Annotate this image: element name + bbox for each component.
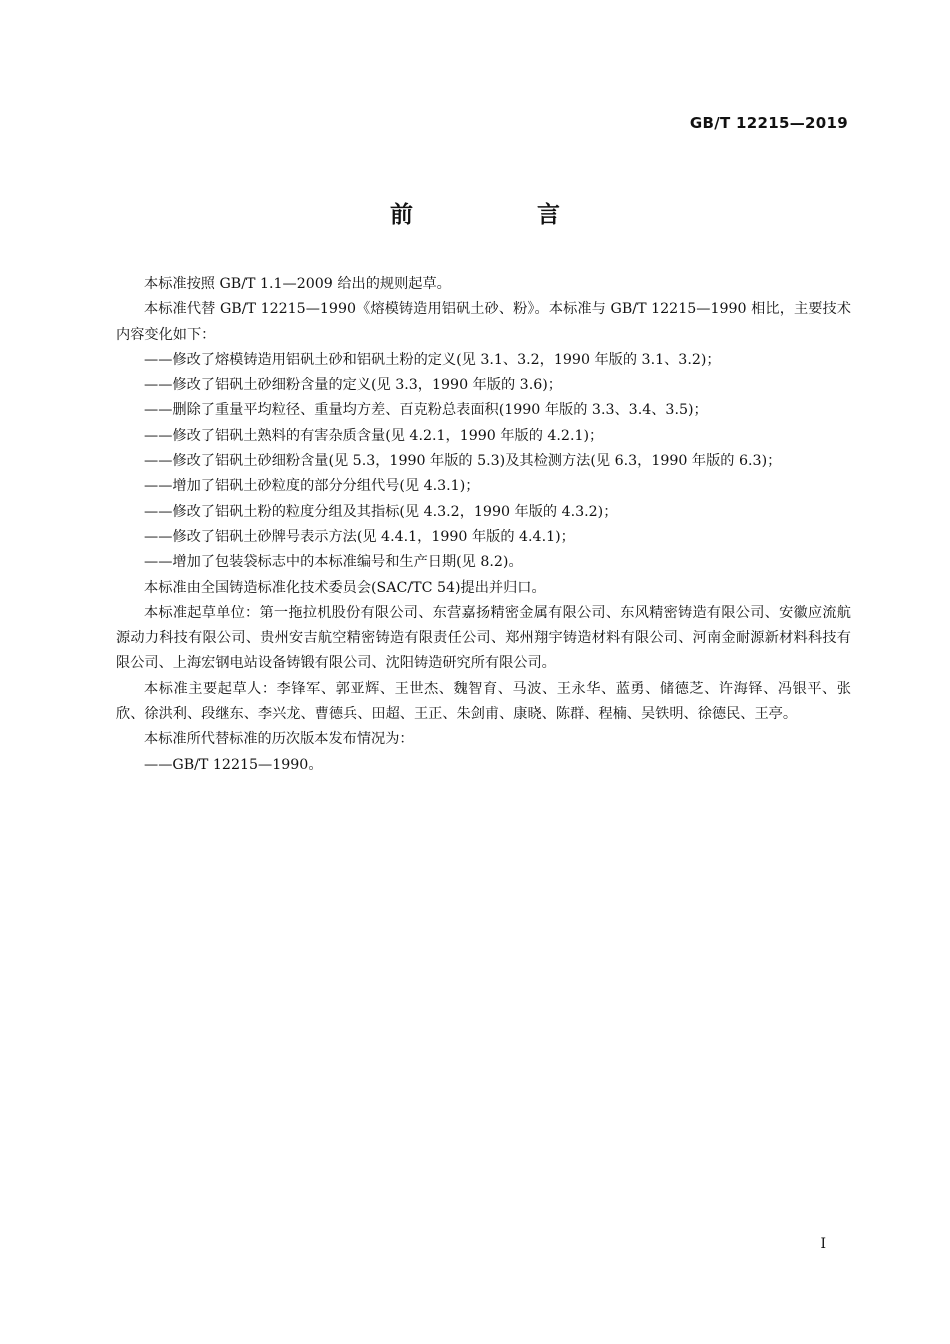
document-body bbox=[116, 272, 851, 778]
standard-code: GB/T 12215—2019 bbox=[689, 114, 848, 132]
paragraph-replacement: 本标准代替 GB/T 12215—1990《熔模铸造用铝矾土砂、粉》。本标准与 GB/T 12215—1990 相比，主要技术内容变化如下： bbox=[116, 301, 851, 343]
change-item: ——修改了熔模铸造用铝矾土砂和铝矾土粉的定义(见 3.1、3.2，1990 年版的 3.1、3.2)； bbox=[144, 351, 721, 368]
change-item: ——修改了铝矾土砂细粉含量的定义(见 3.3，1990 年版的 3.6)； bbox=[144, 377, 562, 394]
paragraph-history: 本标准所代替标准的历次版本发布情况为： bbox=[144, 731, 414, 748]
paragraph-drafters: 本标准主要起草人：李锋军、郭亚辉、王世杰、魏智育、马波、王永华、蓝勇、储德芝、许海铎、冯银平、张欣、徐洪利、段继东、李兴龙、曹德兵、田超、王正、朱剑甫、康晓、陈群、程楠、吴铁明、徐德民、王亭。 bbox=[116, 680, 851, 723]
paragraph-drafting-rules: 本标准按照 GB/T 1.1—2009 给出的规则起草。 bbox=[144, 276, 451, 292]
change-item: ——增加了包装袋标志中的本标准编号和生产日期(见 8.2)。 bbox=[144, 554, 523, 571]
paragraph-proposer: 本标准由全国铸造标准化技术委员会(SAC/TC 54)提出并归口。 bbox=[144, 579, 546, 596]
change-item: ——修改了铝矾土粉的粒度分组及其指标(见 4.3.2，1990 年版的 4.3.2)； bbox=[144, 503, 618, 520]
history-item: ——GB/T 12215—1990。 bbox=[144, 756, 323, 773]
change-item: ——删除了重量平均粒径、重量均方差、百克粉总表面积(1990 年版的 3.3、3.4、3.5)； bbox=[144, 402, 708, 419]
change-item: ——修改了铝矾土砂细粉含量(见 5.3，1990 年版的 5.3)及其检测方法(见 6.3，1990 年版的 6.3)； bbox=[144, 453, 782, 470]
change-item: ——修改了铝矾土熟料的有害杂质含量(见 4.2.1，1990 年版的 4.2.1)； bbox=[144, 427, 604, 444]
page-title: 前 言 bbox=[389, 202, 618, 228]
paragraph-drafting-units: 本标准起草单位：第一拖拉机股份有限公司、东营嘉扬精密金属有限公司、东风精密铸造有限公司、安徽应流航源动力科技有限公司、贵州安吉航空精密铸造有限责任公司、郑州翔宇铸造材料有限公司、河南金耐源新材料科技有限公司、上海宏钢电站设备铸锻有限公司、沈阳铸造研究所有限公司。 bbox=[116, 604, 851, 672]
change-item: ——增加了铝矾土砂粒度的部分分组代号(见 4.3.1)； bbox=[144, 478, 480, 495]
page-number: I bbox=[820, 1236, 826, 1252]
change-item: ——修改了铝矾土砂牌号表示方法(见 4.4.1，1990 年版的 4.4.1)； bbox=[144, 528, 575, 545]
